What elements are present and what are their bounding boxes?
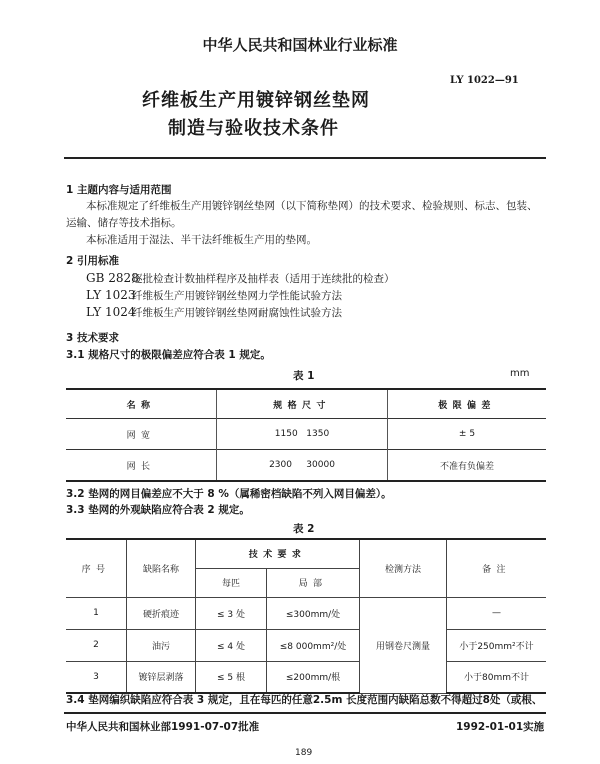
section-1-para1-line2: 运输、储存等技术指标。 bbox=[66, 217, 182, 229]
table-cell: 镀锌层剥落 bbox=[127, 661, 196, 693]
column-header: 极限偏差 bbox=[388, 389, 547, 419]
table-1-caption: 表 1 bbox=[293, 370, 315, 382]
table-cell: 2300 30000 bbox=[217, 450, 388, 482]
column-header: 技术要求 bbox=[196, 539, 360, 568]
reference-item bbox=[86, 305, 342, 320]
reference-title: 纤维板生产用镀锌钢丝垫网力学性能试验方法 bbox=[132, 290, 342, 302]
table-1-unit: mm bbox=[510, 368, 530, 379]
reference-title: 纤维板生产用镀锌钢丝垫网耐腐蚀性试验方法 bbox=[132, 307, 342, 319]
column-header: 规格尺寸 bbox=[217, 389, 388, 419]
table-row bbox=[66, 419, 546, 450]
approval-note: 中华人民共和国林业部1991-07-07批准 bbox=[66, 721, 260, 733]
table-row bbox=[66, 597, 546, 629]
reference-code: LY 1024 bbox=[86, 305, 136, 319]
reference-item bbox=[86, 288, 342, 303]
table-cell: ≤300mm/处 bbox=[267, 597, 360, 629]
section-1-para2: 本标准适用于湿法、半干法纤维板生产用的垫网。 bbox=[86, 234, 317, 246]
column-header: 缺陷名称 bbox=[127, 539, 196, 597]
header-rule bbox=[64, 157, 546, 159]
table-cell: 2 bbox=[66, 629, 127, 661]
standard-code: LY 1022—91 bbox=[450, 75, 519, 86]
document-title-line1: 纤维板生产用镀锌钢丝垫网 bbox=[142, 90, 370, 111]
table-cell: 油污 bbox=[127, 629, 196, 661]
table-row bbox=[66, 629, 546, 661]
table-cell: 不准有负偏差 bbox=[388, 450, 547, 482]
effective-date: 1992-01-01实施 bbox=[456, 721, 545, 733]
table-cell: 硬折痕迹 bbox=[127, 597, 196, 629]
reference-code: GB 2828 bbox=[86, 271, 139, 285]
table-2 bbox=[66, 538, 546, 694]
table-2-caption: 表 2 bbox=[293, 523, 315, 535]
table-cell: 1150 1350 bbox=[217, 419, 388, 450]
table-cell: ± 5 bbox=[388, 419, 547, 450]
table-cell: 小于80mm不计 bbox=[447, 661, 547, 693]
section-1-para1-line1: 本标准规定了纤维板生产用镀锌钢丝垫网（以下简称垫网）的技术要求、检验规则、标志、包装、 bbox=[86, 200, 538, 212]
section-3-title: 3 技术要求 bbox=[66, 332, 119, 344]
table-cell: 小于250mm²不计 bbox=[447, 629, 547, 661]
column-header: 名称 bbox=[66, 389, 217, 419]
reference-item bbox=[86, 271, 395, 286]
clause-3-1: 3.1 规格尺寸的极限偏差应符合表 1 规定。 bbox=[66, 349, 271, 361]
column-header: 局部 bbox=[267, 568, 360, 597]
table-header-row bbox=[66, 539, 546, 568]
table-cell: — bbox=[447, 597, 547, 629]
issuing-organization: 中华人民共和国林业行业标准 bbox=[202, 36, 398, 54]
column-header: 备注 bbox=[447, 539, 547, 597]
table-cell: ≤ 4 处 bbox=[196, 629, 267, 661]
table-cell: ≤ 5 根 bbox=[196, 661, 267, 693]
clause-3-3: 3.3 垫网的外观缺陷应符合表 2 规定。 bbox=[66, 504, 250, 516]
table-1 bbox=[66, 388, 546, 482]
table-cell: 3 bbox=[66, 661, 127, 693]
table-row bbox=[66, 661, 546, 693]
table-cell: 网长 bbox=[66, 450, 217, 482]
table-cell: ≤ 3 处 bbox=[196, 597, 267, 629]
section-1-title: 1 主题内容与适用范围 bbox=[66, 184, 172, 196]
column-header: 检测方法 bbox=[360, 539, 447, 597]
table-cell: 1 bbox=[66, 597, 127, 629]
reference-code: LY 1023 bbox=[86, 288, 136, 302]
document-title-line2: 制造与验收技术条件 bbox=[168, 118, 339, 139]
table-row bbox=[66, 450, 546, 482]
table-header-row bbox=[66, 389, 546, 419]
table-cell: ≤200mm/根 bbox=[267, 661, 360, 693]
table-cell: ≤8 000mm²/处 bbox=[267, 629, 360, 661]
column-header: 序号 bbox=[66, 539, 127, 597]
clause-3-4: 3.4 垫网编织缺陷应符合表 3 规定，且在每匹的任意2.5m 长度范围内缺陷总数不得超过8处（或根、 bbox=[66, 694, 543, 706]
table-cell-merged: 用钢卷尺测量 bbox=[360, 597, 447, 693]
section-2-title: 2 引用标准 bbox=[66, 255, 119, 267]
clause-3-2: 3.2 垫网的网目偏差应不大于 8 %（属稀密档缺陷不列入网目偏差）。 bbox=[66, 488, 392, 500]
table-cell: 网宽 bbox=[66, 419, 217, 450]
reference-title: 逐批检查计数抽样程序及抽样表（适用于连续批的检查） bbox=[132, 273, 395, 285]
page-number: 189 bbox=[295, 748, 313, 758]
footer-rule bbox=[64, 712, 546, 714]
column-header: 每匹 bbox=[196, 568, 267, 597]
